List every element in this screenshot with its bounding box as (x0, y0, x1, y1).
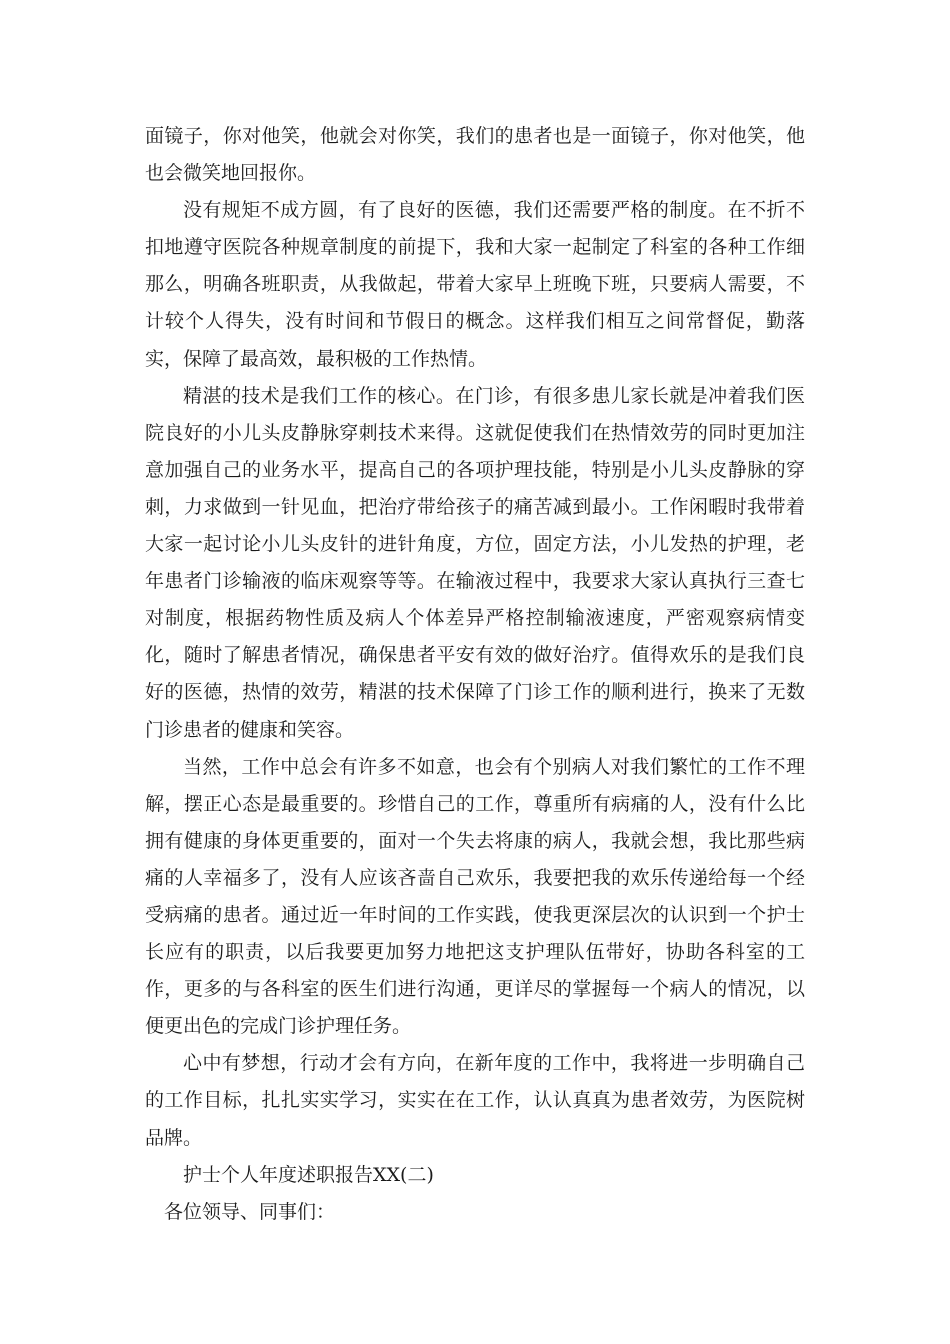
salutation: 各位领导、同事们： (164, 1200, 336, 1223)
paragraph-continued: 面镜子，你对他笑，他就会对你笑，我们的患者也是一面镜子，你对他笑，他也会微笑地回报你。 (145, 125, 805, 185)
paragraph-rules: 没有规矩不成方圆，有了良好的医德，我们还需要严格的制度。在不折不扣地遵守医院各种规章制度的前提下，我和大家一起制定了科室的各种工作细那么，明确各班职责，从我做起，带着大家早上班晚下班，只要病人需要，不计较个人得失，没有时间和节假日的概念。这样我们相互之间常督促，勤落实，保障了最高效，最积极的工作热情。 (145, 199, 805, 370)
paragraph-attitude: 当然，工作中总会有许多不如意，也会有个别病人对我们繁忙的工作不理解，摆正心态是最重要的。珍惜自己的工作，尊重所有病痛的人，没有什么比拥有健康的身体更重要的，面对一个失去将康的病人，我就会想，我比那些病痛的人幸福多了，没有人应该吝啬自己欢乐，我要把我的欢乐传递给每一个经受病痛的患者。通过近一年时间的工作实践，使我更深层次的认识到一个护士长应有的职责，以后我要更加努力地把这支护理队伍带好，协助各科室的工作，更多的与各科室的医生们进行沟通，更详尽的掌握每一个病人的情况，以便更出色的完成门诊护理任务。 (145, 755, 805, 1038)
paragraph-goals: 心中有梦想，行动才会有方向，在新年度的工作中，我将进一步明确自己的工作目标，扎扎实实学习，实实在在工作，认认真真为患者效劳，为医院树品牌。 (145, 1052, 805, 1149)
document-body (145, 118, 805, 1231)
paragraph-skills: 精湛的技术是我们工作的核心。在门诊，有很多患儿家长就是冲着我们医院良好的小儿头皮静脉穿刺技术来得。这就促使我们在热情效劳的同时更加注意加强自己的业务水平，提高自己的各项护理技能，特别是小儿头皮静脉的穿刺，力求做到一针见血，把治疗带给孩子的痛苦减到最小。工作闲暇时我带着大家一起讨论小儿头皮针的进针角度，方位，固定方法，小儿发热的护理，老年患者门诊输液的临床观察等等。在输液过程中，我要求大家认真执行三查七对制度，根据药物性质及病人个体差异严格控制输液速度，严密观察病情变化，随时了解患者情况，确保患者平安有效的做好治疗。值得欢乐的是我们良好的医德，热情的效劳，精湛的技术保障了门诊工作的顺利进行，换来了无数门诊患者的健康和笑容。 (145, 384, 805, 741)
section-title: 护士个人年度述职报告XX(二) (183, 1163, 434, 1186)
